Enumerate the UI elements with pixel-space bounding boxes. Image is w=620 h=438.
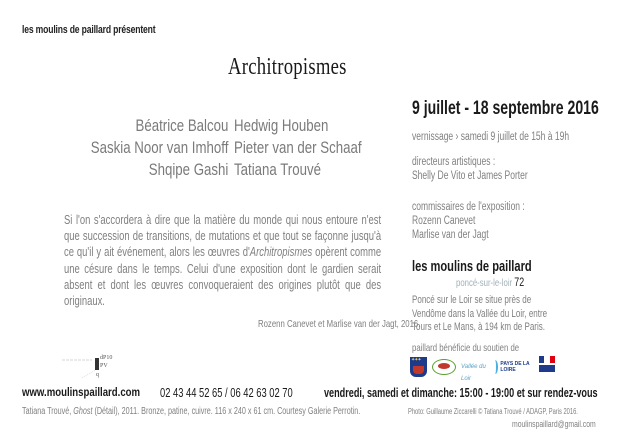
svg-text:dP10: dP10	[100, 355, 113, 361]
region-pays-de-la-loire-logo	[492, 360, 534, 374]
artist-name: Pieter van der Schaaf	[234, 138, 362, 157]
quote-italic-title: Architropismes	[249, 245, 313, 260]
region-logo-text: PAYS DE LA LOIRE	[500, 361, 530, 373]
artist-name: Tatiana Trouvé	[234, 160, 321, 179]
email-link[interactable]: moulinspaillard@gmail.com	[512, 419, 596, 430]
department-number: 72	[514, 275, 525, 289]
republique-francaise-logo	[539, 356, 555, 378]
town-name: poncé-sur-le-loir	[456, 277, 513, 289]
quote-attribution: Rozenn Canevet et Marlise van der Jagt, 2016.	[258, 318, 421, 330]
vallee-du-loir-logo: Vallée du Loir	[461, 364, 486, 382]
curator-name: Marlise van der Jagt	[412, 229, 489, 241]
caption-artwork-title: Ghost	[73, 406, 93, 417]
french-flag-icon	[539, 356, 555, 363]
exhibition-dates: 9 juillet - 18 septembre 2016	[412, 98, 599, 119]
artist-name: Béatrice Balcou	[135, 116, 228, 135]
quote-text: opèrent comme une césure dans le temps. Celui d'une exposition dont le gardien serait absent et dont les œuvres convoqueraient des origines plutôt que des originaux.	[64, 245, 382, 309]
venue-name: les moulins de paillard	[412, 258, 532, 275]
curators-block	[412, 200, 525, 242]
artwork-graphic-icon	[62, 352, 120, 378]
exhibition-title: Architropismes	[228, 54, 347, 80]
svg-text:PV: PV	[100, 363, 108, 369]
artist-name: Shqipe Gashi	[148, 160, 228, 179]
artists-right-column	[234, 115, 397, 181]
conseil-general-logo	[432, 359, 456, 375]
sponsor-logos	[410, 356, 555, 382]
ministry-box-icon	[539, 365, 555, 372]
svg-text:q: q	[96, 372, 99, 378]
photo-credit: Photo: Guillaume Ziccarelli © Tatiana Trouvé / ADAGP, Paris 2016.	[408, 407, 578, 416]
caption-text: (Détail), 2011. Bronze, patine, cuivre. 116 x 240 x 61 cm. Courtesy Galerie Perrotin.	[92, 406, 361, 417]
description-line: Poncé sur le Loir se situe près de	[412, 294, 532, 306]
region-arc-icon	[492, 360, 498, 374]
opening-hours: vendredi, samedi et dimanche: 15:00 - 19:00 et sur rendez-vous	[324, 385, 598, 400]
description-line: Tours et Le Mans, à 194 km de Paris.	[412, 321, 546, 333]
directors-names: Shelly De Vito et James Porter	[412, 170, 528, 182]
description-line: Vendôme dans la Vallée du Loir, entre	[412, 307, 548, 320]
curator-name: Rozenn Canevet	[412, 215, 476, 227]
artwork-caption	[22, 406, 360, 417]
presenter-line: les moulins de paillard présentent	[22, 24, 156, 36]
directors-block	[412, 155, 528, 183]
quote-text: Si l'on s'accordera à dire que la matière du monde qui nous entoure n'est que succession de transitions, de mutations et que tout se façonne jusqu'à ce qu'il y ait événement, alors les œuvres d'	[64, 213, 382, 260]
caption-text: Tatiana Trouvé,	[22, 406, 74, 417]
directors-label: directeurs artistiques :	[412, 156, 496, 168]
curators-label: commissaires de l'exposition :	[412, 201, 525, 213]
artist-name: Hedwig Houben	[234, 116, 329, 135]
support-label: paillard bénéficie du soutien de	[412, 342, 520, 354]
curatorial-quote	[64, 212, 381, 309]
artists-left-column	[52, 115, 228, 181]
vernissage-info: vernissage › samedi 9 juillet de 15h à 19h	[412, 131, 570, 143]
sarthe-crest-logo	[410, 357, 427, 377]
venue-description	[412, 294, 547, 335]
phone-numbers: 02 43 44 52 65 / 06 42 63 02 70	[160, 385, 293, 400]
venue-town	[456, 275, 524, 289]
website-link[interactable]: www.moulinspaillard.com	[22, 385, 141, 399]
artist-name: Saskia Noor van Imhoff	[90, 138, 228, 157]
